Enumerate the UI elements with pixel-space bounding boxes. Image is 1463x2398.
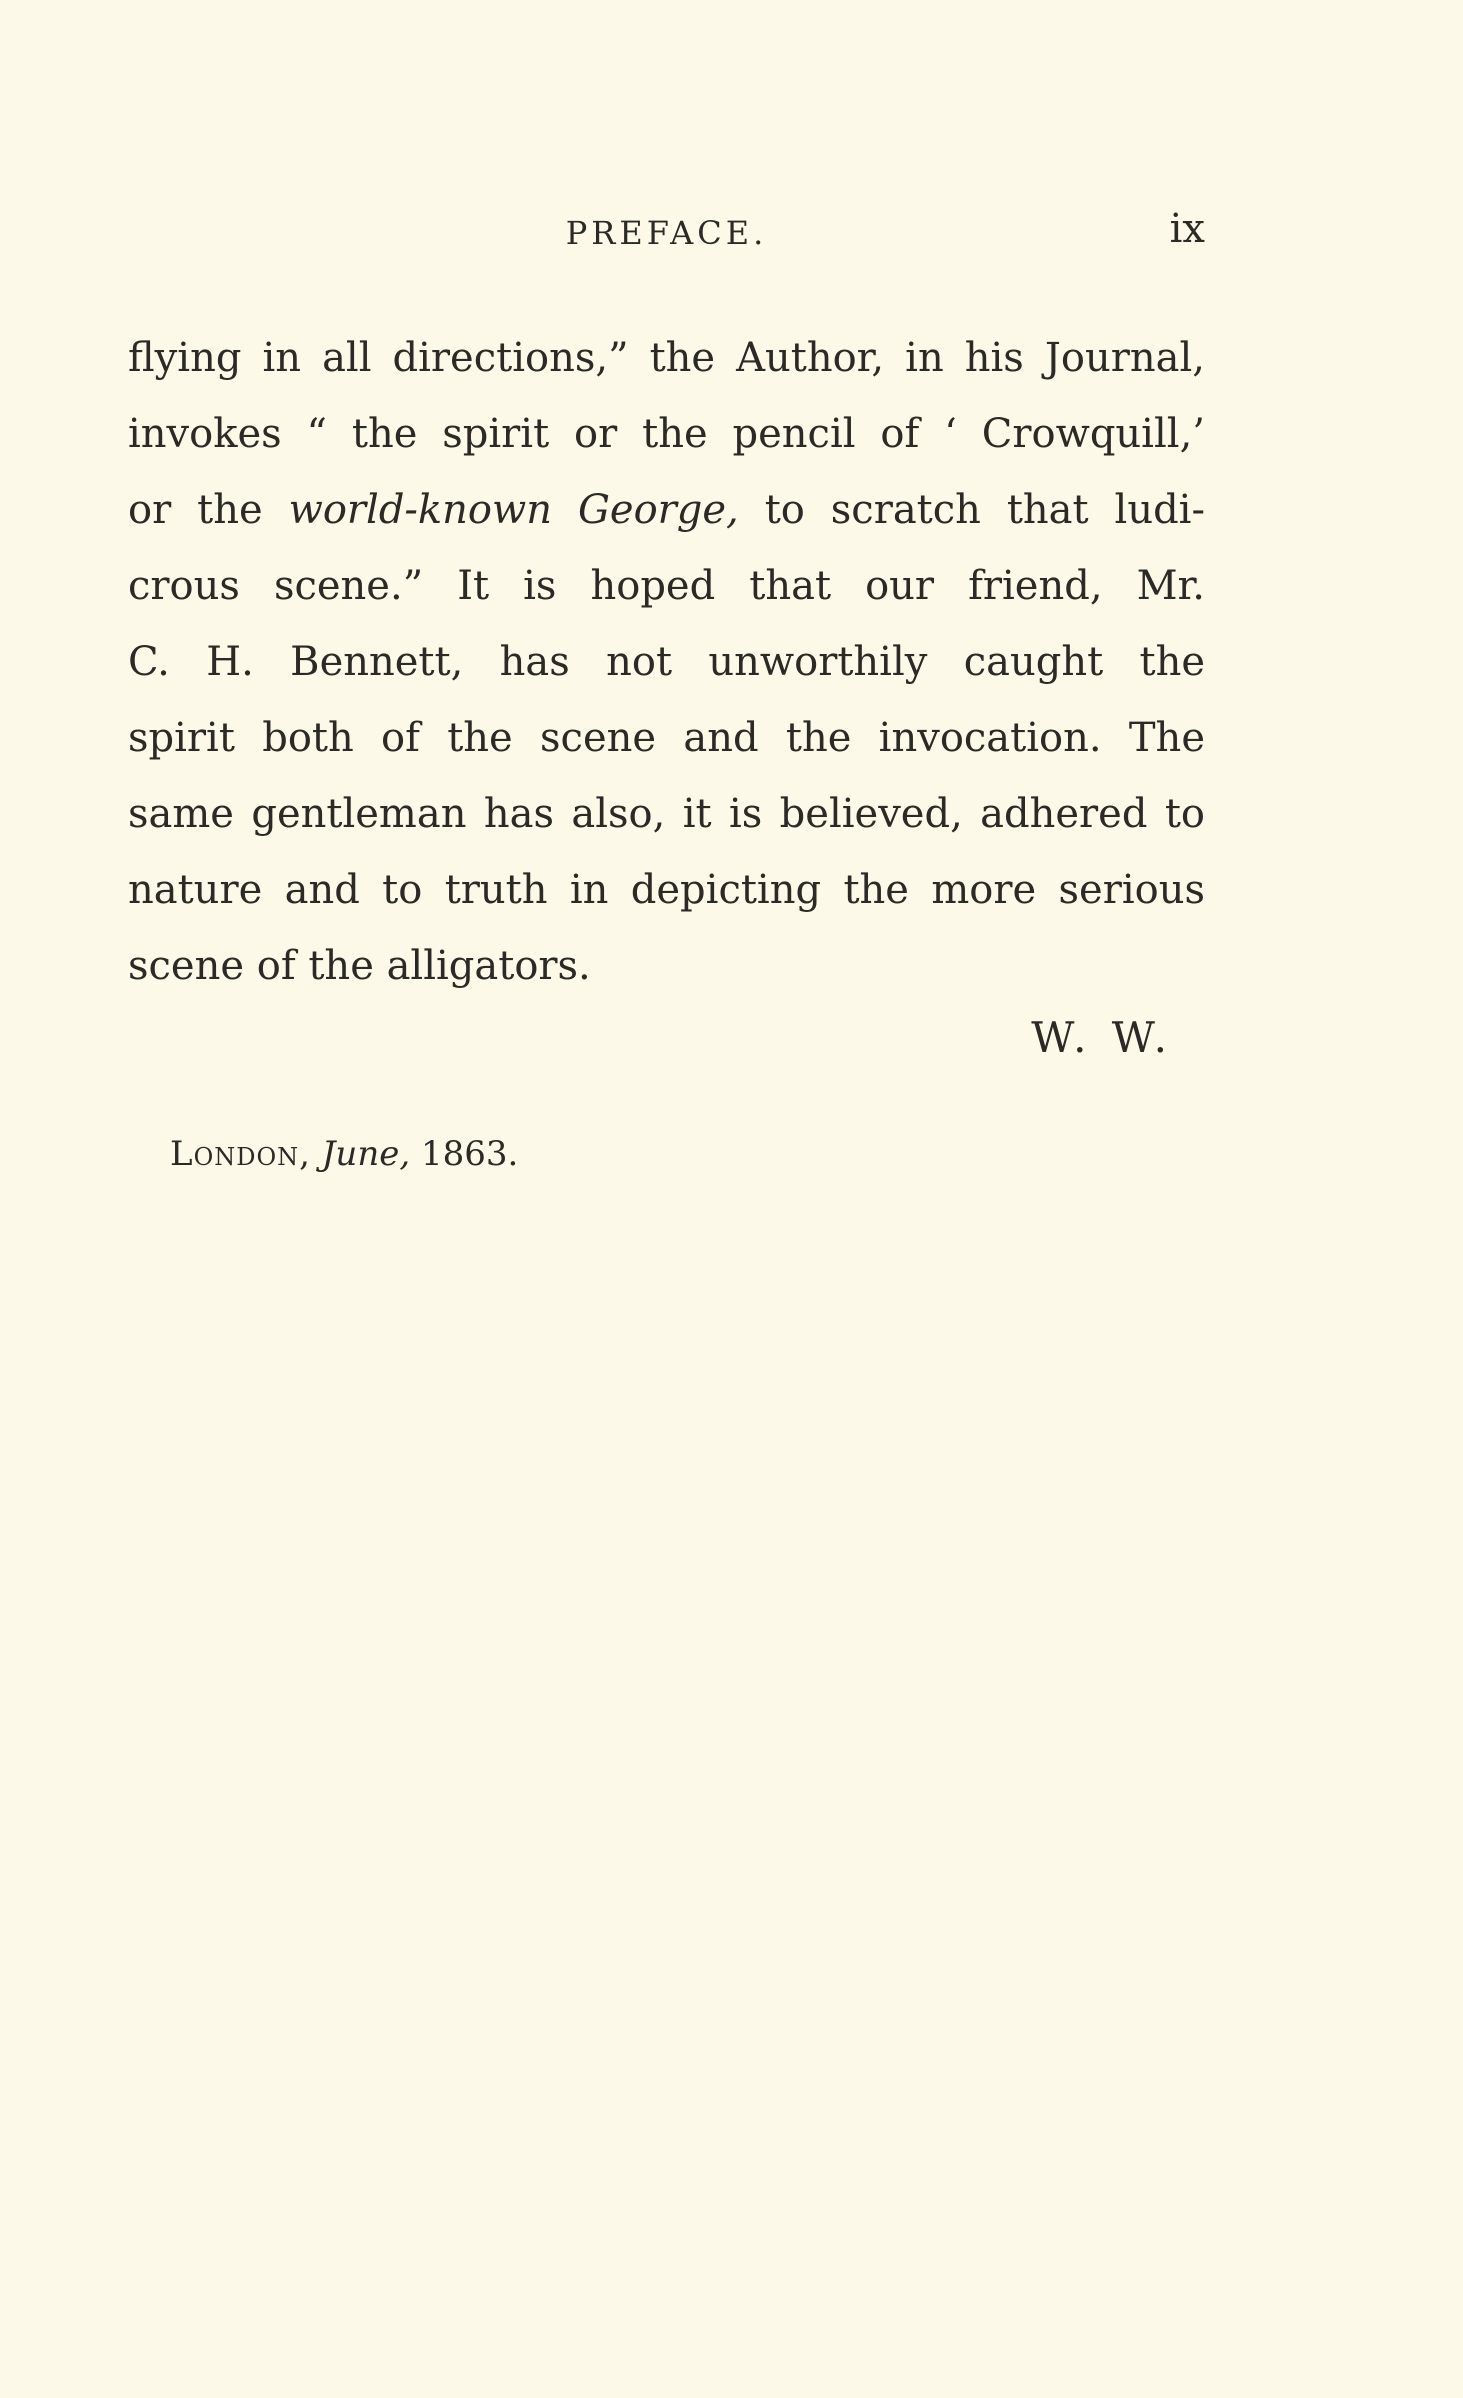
text-span: nature and to truth in depicting the more serious (128, 867, 1205, 913)
running-title: PREFACE. (565, 214, 768, 252)
text-span: flying in all directions,” the Author, in his Journal, (128, 335, 1205, 381)
text-span: scene of the alligators. (128, 943, 591, 989)
text-line (128, 928, 1205, 1004)
dateline (170, 1124, 518, 1184)
preface-paragraph (128, 320, 1205, 1004)
text-line (128, 852, 1205, 928)
text-line (128, 624, 1205, 700)
signature-initials: W. W. (1031, 1013, 1173, 1062)
page-number: ix (1169, 206, 1205, 252)
running-head (128, 200, 1205, 260)
text-line (128, 700, 1205, 776)
text-line (128, 472, 1205, 548)
text-span: same gentleman has also, it is believed, adhered to (128, 791, 1205, 837)
dateline-year: 1863. (420, 1134, 519, 1174)
text-line (128, 396, 1205, 472)
text-span: to scratch that ludi- (738, 487, 1205, 533)
dateline-place: London, (170, 1134, 311, 1174)
dateline-month: June, (321, 1134, 411, 1174)
text-span: invokes “ the spirit or the pencil of ‘ Crowquill,’ (128, 411, 1205, 457)
italic-text-span: world-known George, (288, 487, 739, 533)
text-span: or the (128, 487, 289, 533)
text-span: spirit both of the scene and the invocation. The (128, 715, 1205, 761)
text-line (128, 320, 1205, 396)
text-line (128, 776, 1205, 852)
text-span: C. H. Bennett, has not unworthily caught the (128, 639, 1205, 685)
text-line (128, 548, 1205, 624)
text-span: crous scene.” It is hoped that our friend, Mr. (128, 563, 1205, 609)
